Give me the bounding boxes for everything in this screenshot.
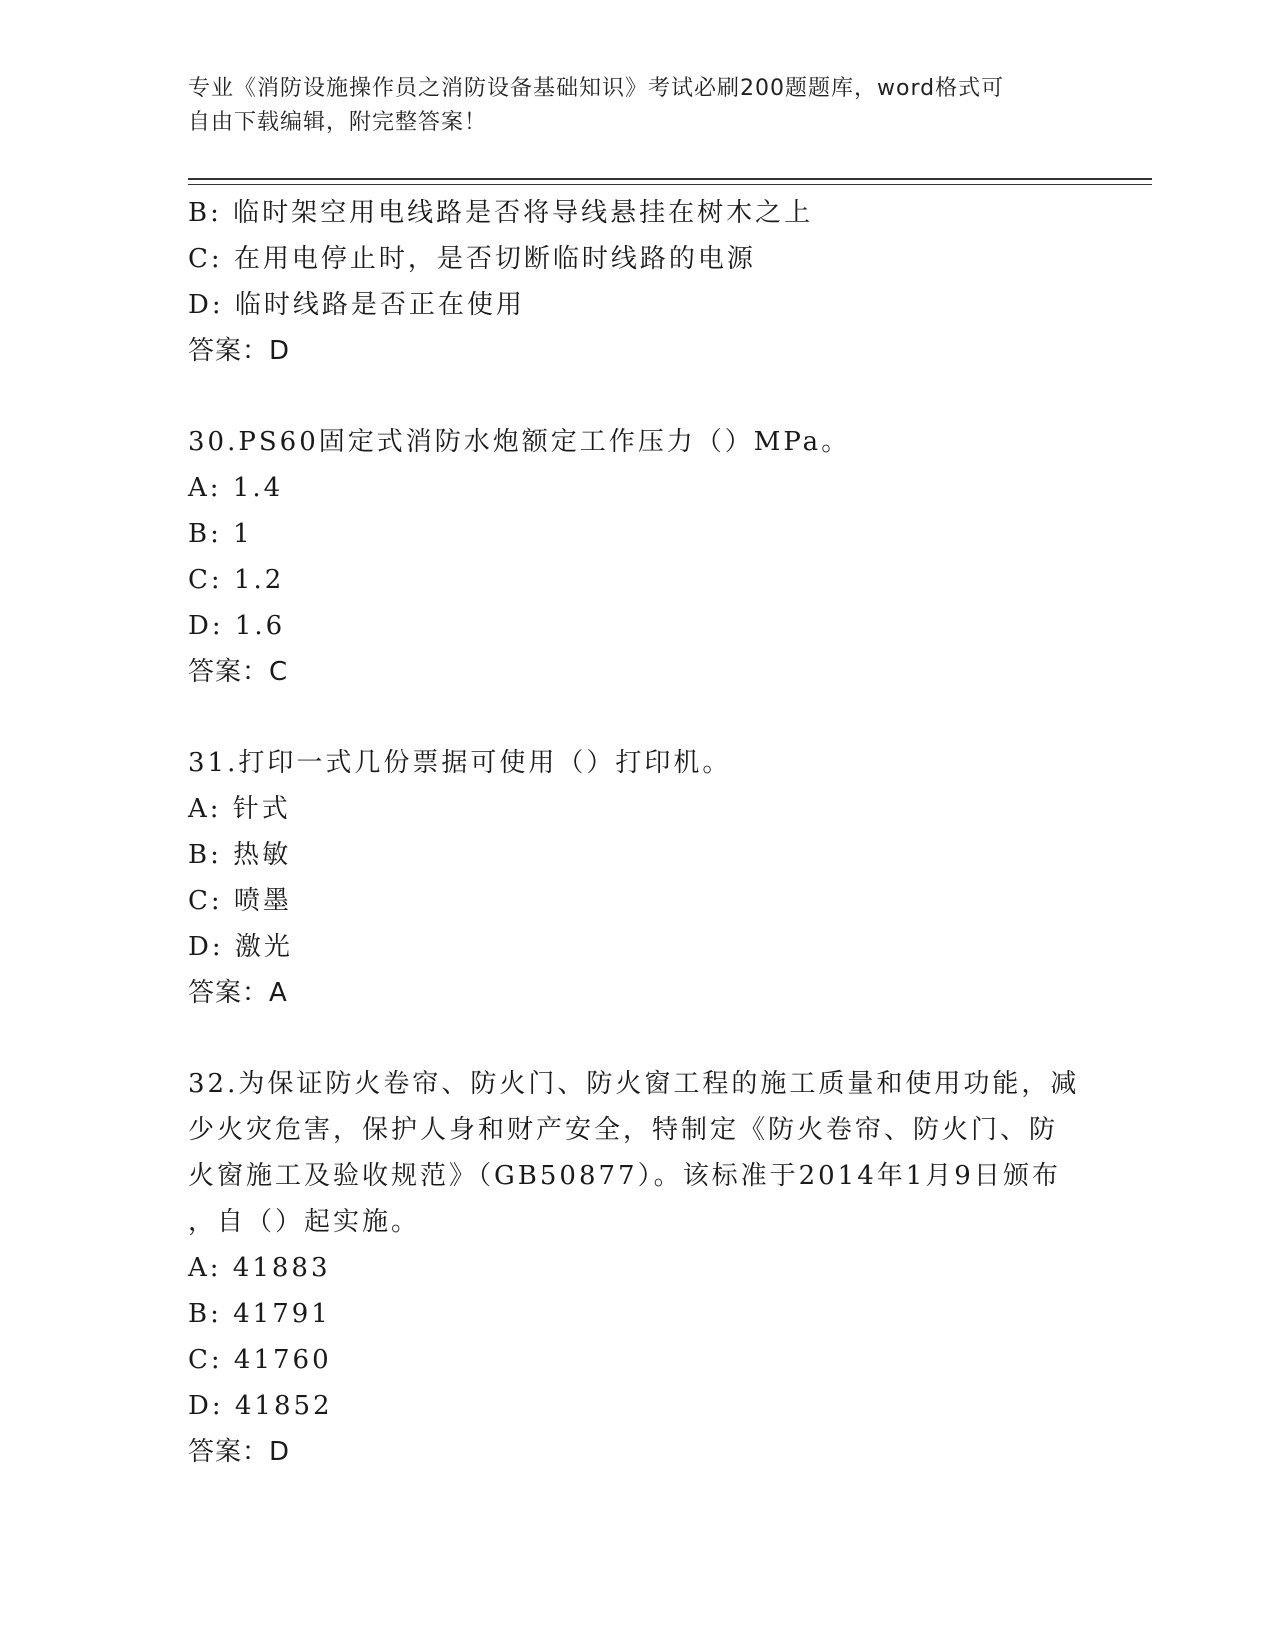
header-divider-thin	[188, 184, 1152, 185]
header-line-2: 自由下载编辑，附完整答案！	[188, 110, 488, 135]
question-stem-line-1: 32.为保证防火卷帘、防火门、防火窗工程的施工质量和使用功能，减	[188, 1069, 1080, 1099]
header-line-1: 专业《消防设施操作员之消防设备基础知识》考试必刷200题题库，word格式可	[188, 76, 1005, 101]
option-d: D: 41852	[188, 1391, 333, 1421]
answer: 答案：D	[188, 1437, 291, 1467]
option-d: D: 1.6	[188, 611, 286, 641]
answer: 答案：D	[188, 336, 291, 366]
option-b: B: 热敏	[188, 840, 292, 870]
option-b: B: 1	[188, 519, 253, 549]
answer: 答案：A	[188, 978, 288, 1008]
option-a: A: 1.4	[188, 473, 284, 503]
question-30	[188, 419, 1088, 695]
header-divider-thick	[188, 178, 1152, 180]
option-c: C: 喷墨	[188, 886, 292, 916]
option-a: A: 针式	[188, 794, 291, 824]
option-c: C: 1.2	[188, 565, 285, 595]
option-c: C: 41760	[188, 1345, 332, 1375]
question-31	[188, 740, 1088, 1016]
option-c: C: 在用电停止时，是否切断临时线路的电源	[188, 244, 756, 274]
document-header	[188, 72, 1068, 140]
question-content	[188, 190, 1088, 1475]
option-b: B: 临时架空用电线路是否将导线悬挂在树木之上	[188, 198, 814, 228]
option-a: A: 41883	[188, 1253, 331, 1283]
answer: 答案：C	[188, 657, 289, 687]
question-32	[188, 1061, 1088, 1475]
question-stem-line-2: 少火灾危害，保护人身和财产安全，特制定《防火卷帘、防火门、防	[188, 1115, 1059, 1145]
question-stem: 31.打印一式几份票据可使用（）打印机。	[188, 748, 732, 778]
question-stem-line-4: ，自（）起实施。	[188, 1207, 421, 1237]
option-d: D: 激光	[188, 932, 293, 962]
option-b: B: 41791	[188, 1299, 331, 1329]
option-d: D: 临时线路是否正在使用	[188, 290, 525, 320]
question-stem: 30.PS60固定式消防水炮额定工作压力（）MPa。	[188, 427, 851, 457]
question-stem-line-3: 火窗施工及验收规范》（GB50877）。该标准于2014年1月9日颁布	[188, 1161, 1061, 1191]
prev-question	[188, 190, 1088, 374]
